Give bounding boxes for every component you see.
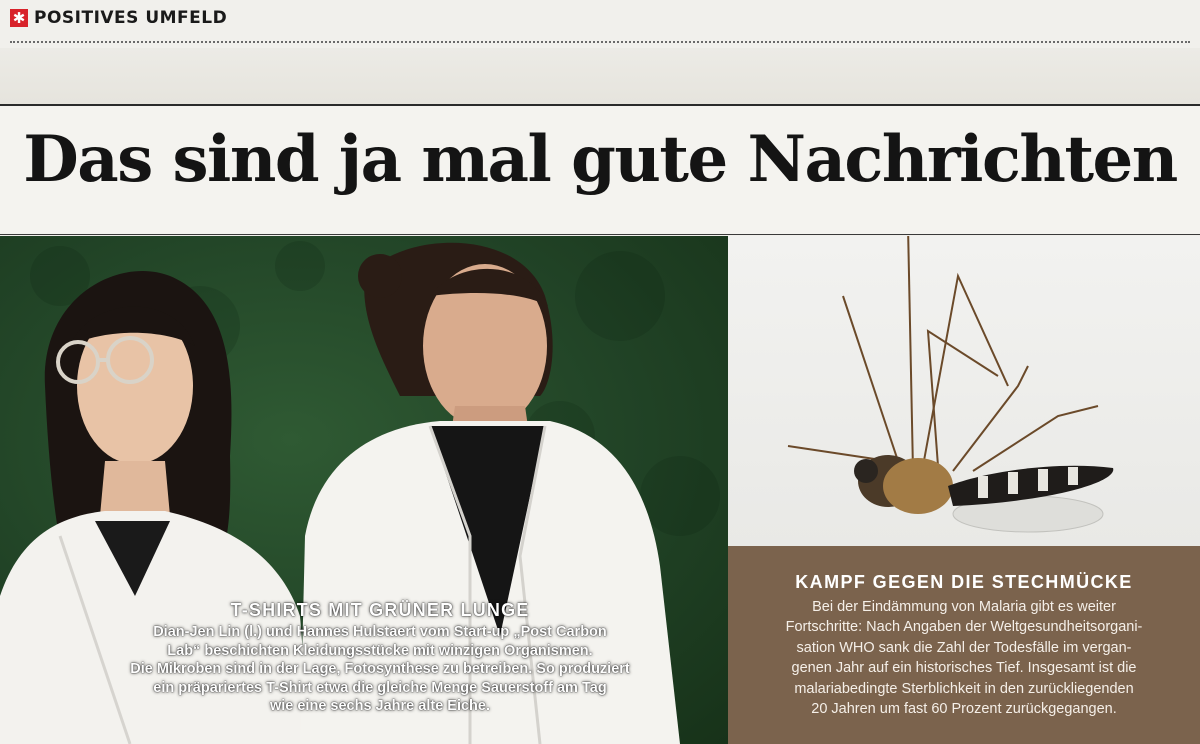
info-line: Bei der Eindämmung von Malaria gibt es weiter xyxy=(812,599,1116,615)
story-caption-left xyxy=(70,600,690,716)
page-headline: Das sind ja mal gute Nachrichten xyxy=(23,122,1177,197)
section-title: POSITIVES UMFELD xyxy=(34,8,228,28)
story-line: Dian-Jen Lin (l.) und Hannes Hulstaert vom Start-up „Post Carbon xyxy=(153,624,607,640)
info-line: 20 Jahren um fast 60 Prozent zurückgegangen. xyxy=(811,701,1117,718)
info-line: genen Jahr auf ein historisches Tief. Insgesamt ist die xyxy=(791,660,1137,677)
info-box-title: KAMPF GEGEN DIE STECHMÜCKE xyxy=(795,572,1133,592)
top-strip xyxy=(0,48,1200,104)
story-line: ein präpariertes T-Shirt etwa die gleiche Menge Sauerstoff am Tag xyxy=(153,679,607,696)
info-line: Fortschritte: Nach Angaben der Weltgesundheitsorgani- xyxy=(785,619,1143,636)
info-line: sation WHO sank die Zahl der Todesfälle im vergan- xyxy=(796,639,1132,656)
story-text xyxy=(70,623,690,716)
story-line: Die Mikroben sind in der Lage, Fotosynthese zu betreiben. So produziert xyxy=(130,661,630,677)
dotted-divider xyxy=(10,41,1190,43)
headline-bottom-rule xyxy=(0,234,1200,235)
mosquito-photo xyxy=(728,236,1200,546)
mosquito-illustration xyxy=(728,236,1200,546)
story-line: Lab“ beschichten Kleidungsstücke mit winzigen Organismen. xyxy=(167,642,593,659)
section-header xyxy=(10,6,227,30)
info-box-text xyxy=(742,597,1186,719)
story-line: wie eine sechs Jahre alte Eiche. xyxy=(269,698,491,714)
malaria-info-box xyxy=(728,546,1200,744)
info-line: malariabedingte Sterblichkeit in den zurückliegenden xyxy=(794,680,1134,697)
story-title: T-SHIRTS MIT GRÜNER LUNGE xyxy=(230,600,530,620)
star-logo-icon: ✱ xyxy=(10,9,28,27)
